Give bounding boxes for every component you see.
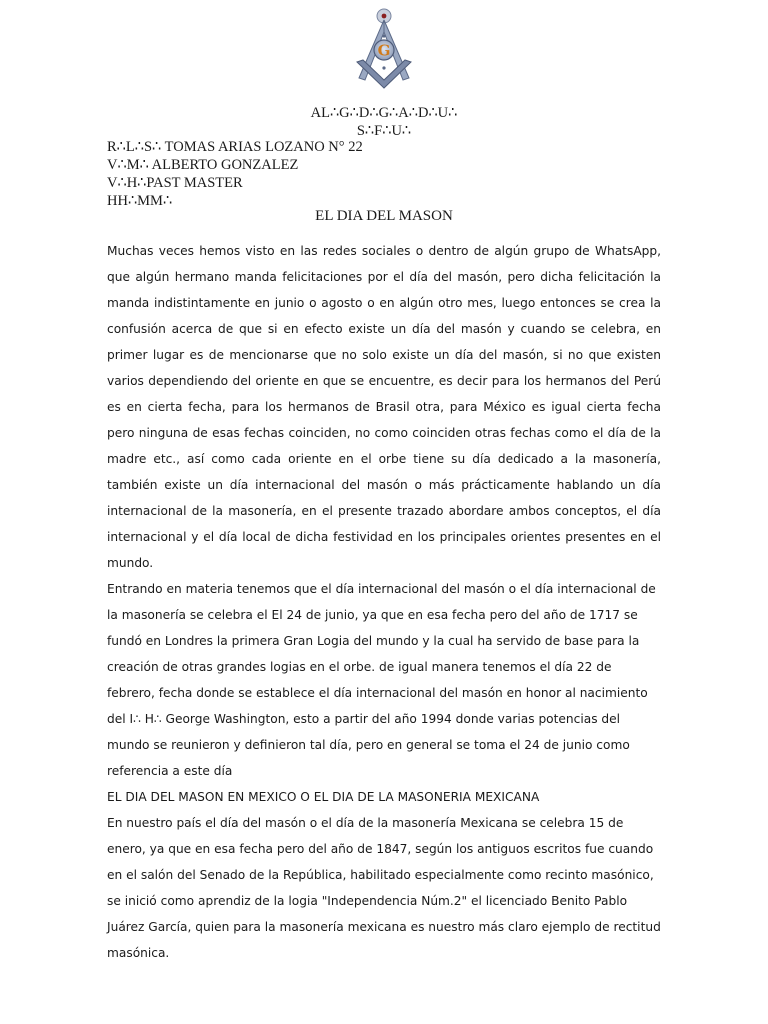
- document-body: [107, 238, 661, 966]
- document-title: EL DIA DEL MASON: [315, 208, 453, 224]
- past-master: V∴H∴PAST MASTER: [107, 175, 243, 191]
- invocation-line-2: S∴F∴U∴: [356, 123, 412, 139]
- paragraph-intro: Muchas veces hemos visto en las redes sociales o dentro de algún grupo de WhatsApp, que algún hermano manda felicitaciones por el día del masón, pero dicha felicitación la manda indistintamente en junio o agosto o en algún otro mes, luego entonces se crea la confusión acerca de que si en efecto existe un día del masón y cuando se celebra, en primer lugar es de mencionarse que no solo existe un día del masón, si no que existen varios dependiendo del oriente en que se encuentre, es decir para los hermanos del Perú es en cierta fecha, para los hermanos de Brasil otra, para México es igual cierta fecha pero ninguna de esas fechas coinciden, no como coinciden otras fechas como el día de la madre etc., así como cada oriente en el orbe tiene su día dedicado a la masonería, también existe un día internacional del masón o más prácticamente hablando un día internacional de la masonería, en el presente trazado abordare ambos conceptos, el día internacional y el día local de dicha festividad en los principales orientes presentes en el mundo.: [107, 244, 661, 570]
- section-heading-mexico: EL DIA DEL MASON EN MEXICO O EL DIA DE LA MASONERIA MEXICANA: [107, 790, 540, 804]
- paragraph-international-day: Entrando en materia tenemos que el día internacional del masón o el día internacional de la masonería se celebra el El 24 de junio, ya que en esa fecha pero del año de 1717 se fundó en Londres la primera Gran Logia del mundo y la cual ha servido de base para la creación de otras grandes logias en el orbe. de igual manera tenemos el día 22 de febrero, fecha donde se establece el día internacional del masón en honor al nacimiento del I∴ H∴ George Washington, esto a partir del año 1994 donde varias potencias del mundo se reunieron y definieron tal día, pero en general se toma el 24 de junio como referencia a este día: [107, 582, 656, 778]
- invocation-header: [107, 104, 661, 140]
- masonic-square-compass-icon: [351, 6, 417, 90]
- brothers-line: HH∴MM∴: [107, 193, 173, 209]
- emblem-letter: G: [377, 41, 391, 60]
- invocation-line-1: AL∴G∴D∴G∴A∴D∴U∴: [310, 105, 458, 121]
- lodge-header: [107, 138, 661, 210]
- paragraph-mexico: En nuestro país el día del masón o el día de la masonería Mexicana se celebra 15 de enero, ya que en esa fecha pero del año de 1847, según los antiguos escritos fue cuando en el salón del Senado de la República, habilitado especialmente como recinto masónico, se inició como aprendiz de la logia "Independencia Núm.2" el licenciado Benito Pablo Juárez García, quien para la masonería mexicana es nuestro más claro ejemplo de rectitud masónica.: [107, 816, 661, 960]
- lodge-name: R∴L∴S∴ TOMAS ARIAS LOZANO N° 22: [107, 139, 363, 155]
- worshipful-master: V∴M∴ ALBERTO GONZALEZ: [107, 157, 299, 173]
